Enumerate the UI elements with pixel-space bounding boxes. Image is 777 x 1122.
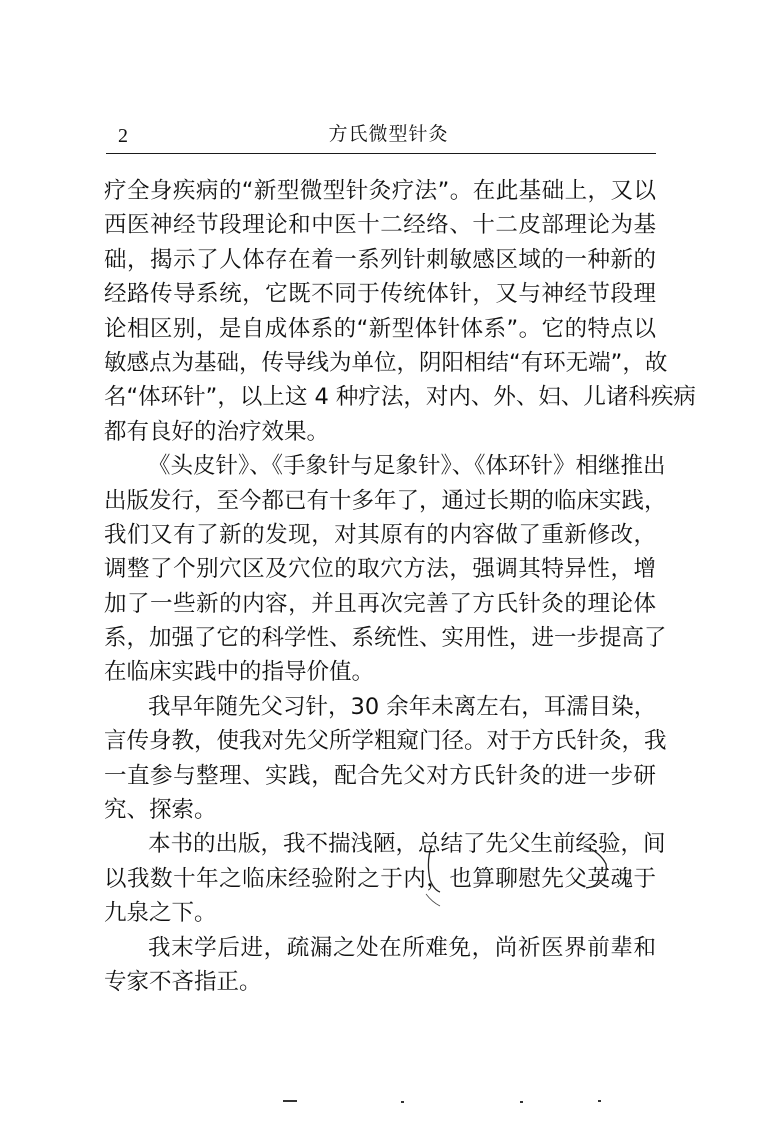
text-line: 我们又有了新的发现，对其原有的内容做了重新修改， — [104, 521, 656, 548]
text-line: 论相区别，是自成体系的“新型体针体系”。它的特点以 — [104, 315, 656, 342]
text-line: 础，揭示了人体存在着一系列针刺敏感区域的一种新的 — [104, 246, 656, 273]
body-text — [104, 174, 696, 999]
text-line: 我末学后进，疏漏之处在所难免，尚祈医界前辈和 — [148, 934, 656, 961]
text-line: 出版发行，至今都已有十多年了，通过长期的临床实践， — [104, 487, 667, 514]
text-line: 系，加强了它的科学性、系统性、实用性，进一步提高了 — [104, 625, 667, 652]
text-line: 加了一些新的内容，并且再次完善了方氏针灸的理论体 — [104, 590, 656, 617]
text-line: 我早年随先父习针，30 余年未离左右，耳濡目染， — [148, 693, 657, 720]
text-line: 调整了个别穴区及穴位的取穴方法，强调其特异性，增 — [104, 556, 656, 583]
header-rule — [106, 153, 656, 154]
page-number: 2 — [118, 125, 128, 147]
text-line: 一直参与整理、实践，配合先父对方氏针灸的进一步研 — [104, 762, 656, 789]
text-line: 本书的出版，我不揣浅陋，总结了先父生前经验，间 — [148, 831, 666, 858]
text-line: 《头皮针》、《手象针与足象针》、《体环针》相继推出 — [148, 453, 666, 480]
scan-specks — [0, 1096, 777, 1106]
text-line: 在临床实践中的指导价值。 — [104, 659, 375, 686]
text-line: 专家不吝指正。 — [104, 968, 262, 995]
text-line: 疗全身疾病的“新型微型针灸疗法”。在此基础上，又以 — [104, 178, 656, 204]
text-line: 究、探索。 — [104, 797, 217, 824]
text-line: 言传身教，使我对先父所学粗窥门径。对于方氏针灸，我 — [104, 728, 667, 755]
text-line: 西医神经节段理论和中医十二经络、十二皮部理论为基 — [104, 212, 656, 239]
text-line: 名“体环针”，以上这 4 种疗法，对内、外、妇、儿诸科疾病 — [104, 384, 696, 411]
text-line: 经路传导系统，它既不同于传统体针，又与神经节段理 — [104, 281, 656, 308]
text-line: 以我数十年之临床经验附之于内，也算聊慰先父英魂于 — [104, 865, 656, 892]
text-line: 九泉之下。 — [104, 900, 217, 927]
running-title: 方氏微型针灸 — [328, 123, 449, 145]
text-line: 敏感点为基础，传导线为单位，阴阳相结“有环无端”，故 — [104, 349, 668, 376]
text-line: 都有良好的治疗效果。 — [104, 418, 330, 445]
